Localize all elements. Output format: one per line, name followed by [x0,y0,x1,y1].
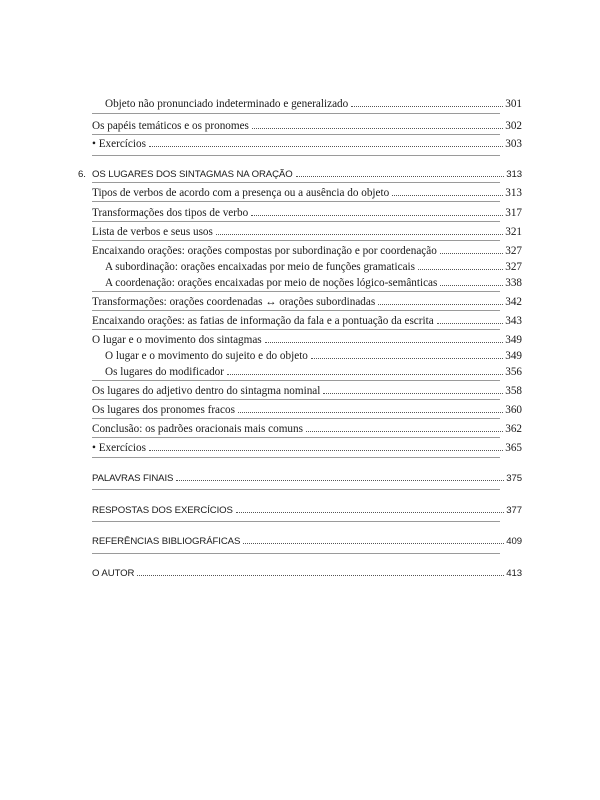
toc-entry-pronomes-fracos[interactable] [92,400,522,416]
leader-dots [306,431,503,432]
toc-entry-page: 360 [505,404,522,416]
toc-entry-page: 327 [505,261,522,273]
toc-entry-lista-verbos[interactable] [92,222,522,238]
toc-entry-encaixando-oracoes[interactable] [92,241,522,257]
toc-entry-title: O lugar e o movimento do sujeito e do objeto [105,350,308,362]
leader-dots [137,575,504,576]
leader-dots [311,358,503,359]
toc-entry-page: 356 [505,366,522,378]
toc-entry-adjetivo[interactable] [92,381,522,397]
leader-dots [176,480,504,481]
toc-entry-title: • Exercícios [92,138,146,150]
leader-dots [418,269,503,270]
toc-entry-objeto-nao-pronunciado[interactable] [105,94,522,110]
toc-entry-page: 313 [505,187,522,199]
leader-dots [323,393,503,394]
divider [92,201,500,202]
toc-entry-page: 302 [505,120,522,132]
toc-entry-page: 377 [506,505,522,516]
toc-entry-page: 303 [505,138,522,150]
toc-entry-title: Lista de verbos e seus usos [92,226,213,238]
divider [92,155,500,156]
toc-entry-title: REFERÊNCIAS BIBLIOGRÁFICAS [92,536,241,547]
leader-dots [440,253,503,254]
toc-entry-modificador[interactable] [105,362,522,378]
toc-entry-subordinacao[interactable] [105,257,522,273]
leader-dots [243,543,504,544]
toc-entry-title: • Exercícios [92,442,146,454]
toc-entry-coordenacao[interactable] [105,273,522,289]
toc-entry-page: 342 [505,296,522,308]
toc-chapter-6[interactable] [92,164,522,180]
toc-entry-page: 365 [505,442,522,454]
leader-dots [440,285,503,286]
toc-o-autor[interactable] [92,563,522,579]
toc-entry-page: 313 [506,169,522,180]
toc-entry-page: 327 [505,245,522,257]
toc-entry-title: Os lugares dos pronomes fracos [92,404,235,416]
toc-entry-title: Conclusão: os padrões oracionais mais comuns [92,423,303,435]
leader-dots [149,450,503,451]
toc-entry-title: OS LUGARES DOS SINTAGMAS NA ORAÇÃO [92,169,293,180]
toc-entry-sujeito-objeto[interactable] [105,346,522,362]
toc-entry-lugar-movimento[interactable] [92,330,522,346]
toc-entry-tipos-de-verbos[interactable] [92,183,522,199]
toc-referencias[interactable] [92,531,522,547]
toc-entry-page: 349 [505,350,522,362]
leader-dots [437,323,504,324]
toc-entry-transformacoes-verbo[interactable] [92,203,522,219]
leader-dots [216,234,503,235]
leader-dots [251,215,503,216]
leader-dots [351,106,503,107]
leader-dots [392,195,503,196]
toc-entry-title: Os papéis temáticos e os pronomes [92,120,249,132]
chapter-number: 6. [78,169,86,180]
toc-entry-title: Tipos de verbos de acordo com a presença ou a ausência do objeto [92,187,390,199]
toc-entry-page: 413 [506,568,522,579]
toc-entry-title: Encaixando orações: as fatias de informação da fala e a pontuação da escrita [92,315,434,327]
leader-dots [378,304,503,305]
toc-entry-papeis-tematicos[interactable] [92,116,522,132]
divider [92,113,500,114]
toc-respostas-exercicios[interactable] [92,500,522,516]
toc-entry-exercicios-5[interactable] [92,134,522,150]
toc-entry-exercicios-6[interactable] [92,438,522,454]
toc-entry-page: 301 [505,98,522,110]
toc-entry-page: 338 [505,277,522,289]
divider [92,457,500,458]
toc-entry-title: Os lugares do modificador [105,366,224,378]
toc-entry-page: 343 [505,315,522,327]
toc-entry-conclusao[interactable] [92,419,522,435]
toc-entry-title: Encaixando orações: orações compostas por subordinação e por coordenação [92,245,437,257]
toc-entry-title: Transformações: orações coordenadas ↔ orações subordinadas [92,296,376,308]
toc-entry-page: 358 [505,385,522,397]
divider [92,553,500,554]
toc-entry-title: A subordinação: orações encaixadas por meio de funções gramaticais [105,261,416,273]
toc-entry-page: 375 [506,473,522,484]
leader-dots [238,412,503,413]
leader-dots [149,146,503,147]
leader-dots [236,512,504,513]
leader-dots [252,128,503,129]
toc-entry-title: PALAVRAS FINAIS [92,473,174,484]
toc-entry-page: 321 [505,226,522,238]
divider [92,521,500,522]
toc-entry-page: 317 [505,207,522,219]
toc-entry-page: 409 [506,536,522,547]
divider [92,489,500,490]
toc-entry-title: Objeto não pronunciado indeterminado e generalizado [105,98,349,110]
toc-entry-title: A coordenação: orações encaixadas por meio de noções lógico-semânticas [105,277,438,289]
toc-entry-title: Os lugares do adjetivo dentro do sintagma nominal [92,385,321,397]
leader-dots [227,374,503,375]
toc-entry-title: O AUTOR [92,568,135,579]
toc-entry-page: 349 [505,334,522,346]
leader-dots [265,342,504,343]
toc-entry-title: RESPOSTAS DOS EXERCÍCIOS [92,505,233,516]
toc-entry-title: Transformações dos tipos de verbo [92,207,249,219]
toc-entry-page: 362 [505,423,522,435]
toc-entry-fatias-informacao[interactable] [92,311,522,327]
toc-entry-title: O lugar e o movimento dos sintagmas [92,334,262,346]
toc-entry-transformacoes-oracoes[interactable] [92,292,522,308]
toc-palavras-finais[interactable] [92,468,522,484]
leader-dots [296,176,505,177]
